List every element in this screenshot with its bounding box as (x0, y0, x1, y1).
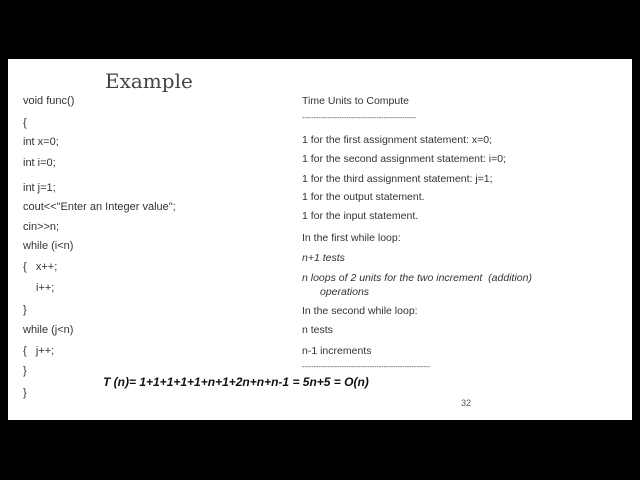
code-line: cout<<"Enter an Integer value"; (23, 201, 176, 213)
analysis-line: 1 for the first assignment statement: x=0; (302, 134, 492, 146)
slide (8, 59, 632, 420)
analysis-rule-bottom: ------------------------------------------------------- (302, 364, 431, 371)
code-line: } (23, 304, 27, 316)
analysis-line: 1 for the second assignment statement: i=0; (302, 153, 506, 165)
code-line: int i=0; (23, 157, 56, 169)
code-line: cin>>n; (23, 221, 60, 233)
analysis-line: n-1 increments (302, 345, 372, 357)
code-line: while (j<n) (23, 324, 74, 336)
code-line: { (23, 117, 27, 129)
analysis-line: n+1 tests (302, 252, 345, 264)
code-line: void func() (23, 95, 75, 107)
code-line: i++; (36, 282, 55, 294)
analysis-line: 1 for the third assignment statement: j=1; (302, 173, 493, 185)
code-line: { x++; (23, 261, 58, 273)
analysis-line: n loops of 2 units for the two increment (addition) (302, 272, 532, 284)
code-line: while (i<n) (23, 240, 74, 252)
analysis-line: In the first while loop: (302, 232, 401, 244)
analysis-line: 1 for the input statement. (302, 210, 419, 222)
code-line: int j=1; (23, 182, 56, 194)
code-line: int x=0; (23, 136, 59, 148)
analysis-heading: Time Units to Compute (302, 95, 409, 107)
page-number: 32 (461, 398, 472, 408)
slide-title: Example (105, 69, 193, 93)
analysis-rule: ------------------------------------------------- (302, 115, 417, 122)
analysis-line: n tests (302, 324, 333, 336)
code-line: { j++; (23, 345, 55, 357)
analysis-line: 1 for the output statement. (302, 191, 425, 203)
analysis-line: In the second while loop: (302, 305, 418, 317)
analysis-line: operations (320, 286, 370, 298)
code-line: } (23, 387, 27, 399)
code-line: } (23, 365, 27, 377)
complexity-formula: T (n)= 1+1+1+1+1+n+1+2n+n+n-1 = 5n+5 = O(n) (103, 375, 369, 389)
